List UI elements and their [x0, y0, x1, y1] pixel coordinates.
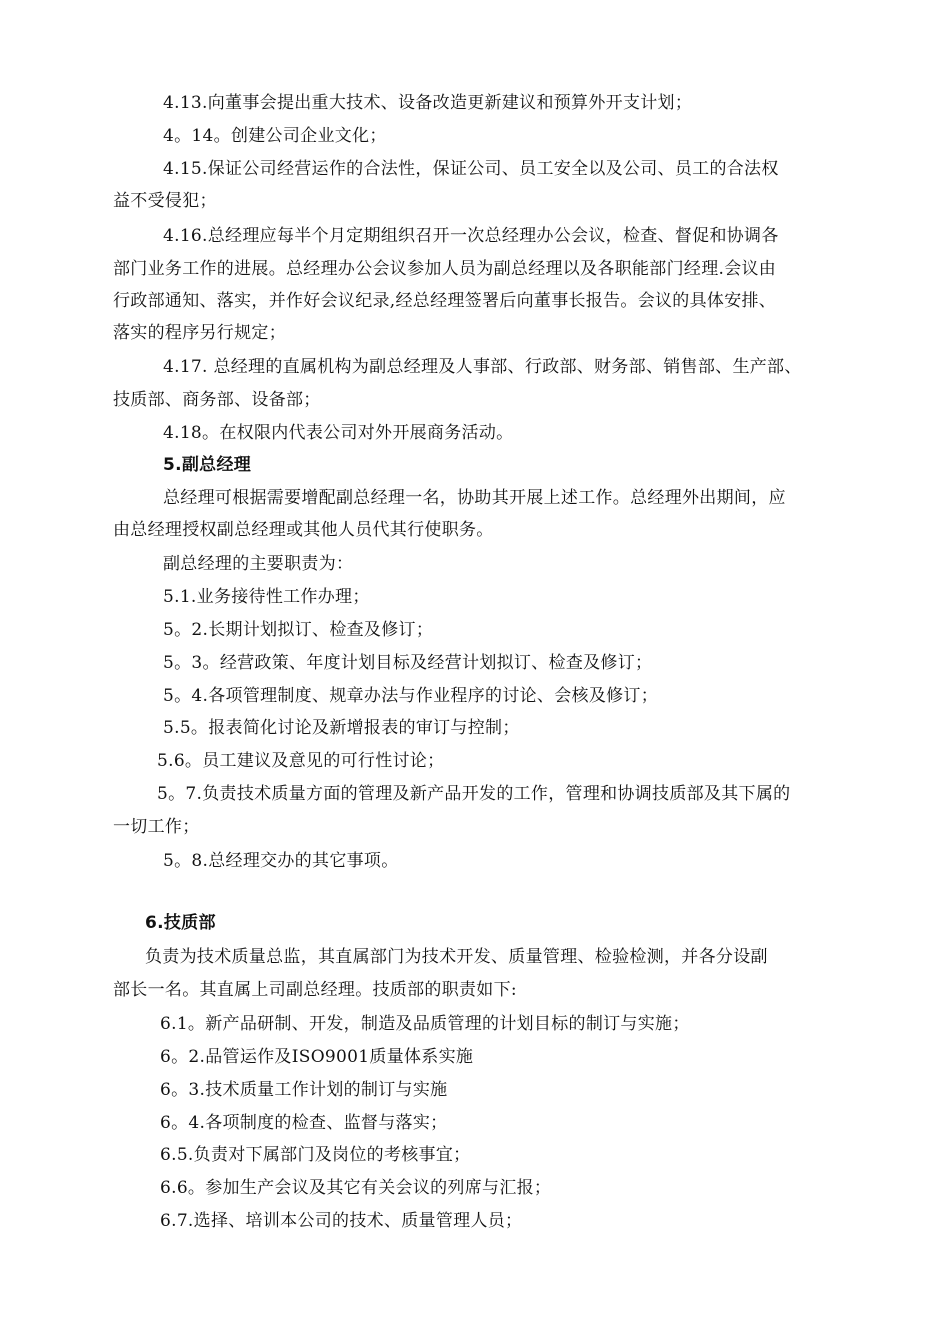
item-5-7-line2: 一切工作； [113, 817, 200, 837]
item-4-17-line2: 技质部、商务部、设备部； [113, 390, 321, 410]
section-5-intro-line1: 总经理可根据需要增配副总经理一名，协助其开展上述工作。总经理外出期间，应 [163, 488, 786, 508]
item-5-4: 5。4.各项管理制度、规章办法与作业程序的讨论、会核及修订； [163, 686, 659, 706]
item-4-18: 4.18。在权限内代表公司对外开展商务活动。 [163, 423, 514, 443]
item-6-2: 6。2.品管运作及ISO9001质量体系实施 [160, 1047, 474, 1067]
item-4-16-line1: 4.16.总经理应每半个月定期组织召开一次总经理办公会议，检查、督促和协调各 [163, 226, 779, 246]
section-5-heading: 5.副总经理 [163, 455, 252, 475]
section-6-heading: 6.技质部 [145, 913, 216, 933]
item-6-4: 6。4.各项制度的检查、监督与落实； [160, 1113, 448, 1133]
item-4-15-line1: 4.15.保证公司经营运作的合法性，保证公司、员工安全以及公司、员工的合法权 [163, 159, 779, 179]
item-5-6: 5.6。员工建议及意见的可行性讨论； [157, 751, 445, 771]
item-5-7-line1: 5。7.负责技术质量方面的管理及新产品开发的工作，管理和协调技质部及其下属的 [157, 784, 791, 804]
item-4-13: 4.13.向董事会提出重大技术、设备改造更新建议和预算外开支计划； [163, 93, 693, 113]
item-4-15-line2: 益不受侵犯； [113, 191, 217, 211]
item-5-3: 5。3。经营政策、年度计划目标及经营计划拟订、检查及修订； [163, 653, 653, 673]
item-6-5: 6.5.负责对下属部门及岗位的考核事宜； [160, 1145, 471, 1165]
section-6-intro-line2: 部长一名。其直属上司副总经理。技质部的职责如下: [113, 980, 517, 1000]
item-4-16-line3: 行政部通知、落实，并作好会议纪录,经总经理签署后向董事长报告。会议的具体安排、 [113, 291, 777, 311]
item-4-14: 4。14。创建公司企业文化； [163, 126, 387, 146]
item-6-1: 6.1。新产品研制、开发，制造及品质管理的计划目标的制订与实施； [160, 1014, 690, 1034]
item-6-3: 6。3.技术质量工作计划的制订与实施 [160, 1080, 448, 1100]
section-6-intro-line1: 负责为技术质量总监，其直属部门为技术开发、质量管理、检验检测，并各分设副 [145, 947, 768, 967]
item-6-6: 6.6。参加生产会议及其它有关会议的列席与汇报； [160, 1178, 552, 1198]
section-5-intro-line2: 由总经理授权副总经理或其他人员代其行使职务。 [113, 520, 494, 540]
item-5-5: 5.5。报表简化讨论及新增报表的审订与控制； [163, 718, 520, 738]
item-6-7: 6.7.选择、培训本公司的技术、质量管理人员； [160, 1211, 523, 1231]
item-4-16-line2: 部门业务工作的进展。总经理办公会议参加人员为副总经理以及各职能部门经理.会议由 [113, 259, 777, 279]
item-5-2: 5。2.长期计划拟订、检查及修订； [163, 620, 434, 640]
item-4-17-line1: 4.17. 总经理的直属机构为副总经理及人事部、行政部、财务部、销售部、生产部、 [163, 357, 802, 377]
item-5-1: 5.1.业务接待性工作办理； [163, 587, 370, 607]
section-5-duties-lead: 副总经理的主要职责为： [163, 554, 354, 574]
item-4-16-line4: 落实的程序另行规定； [113, 323, 286, 343]
item-5-8: 5。8.总经理交办的其它事项。 [163, 851, 399, 871]
